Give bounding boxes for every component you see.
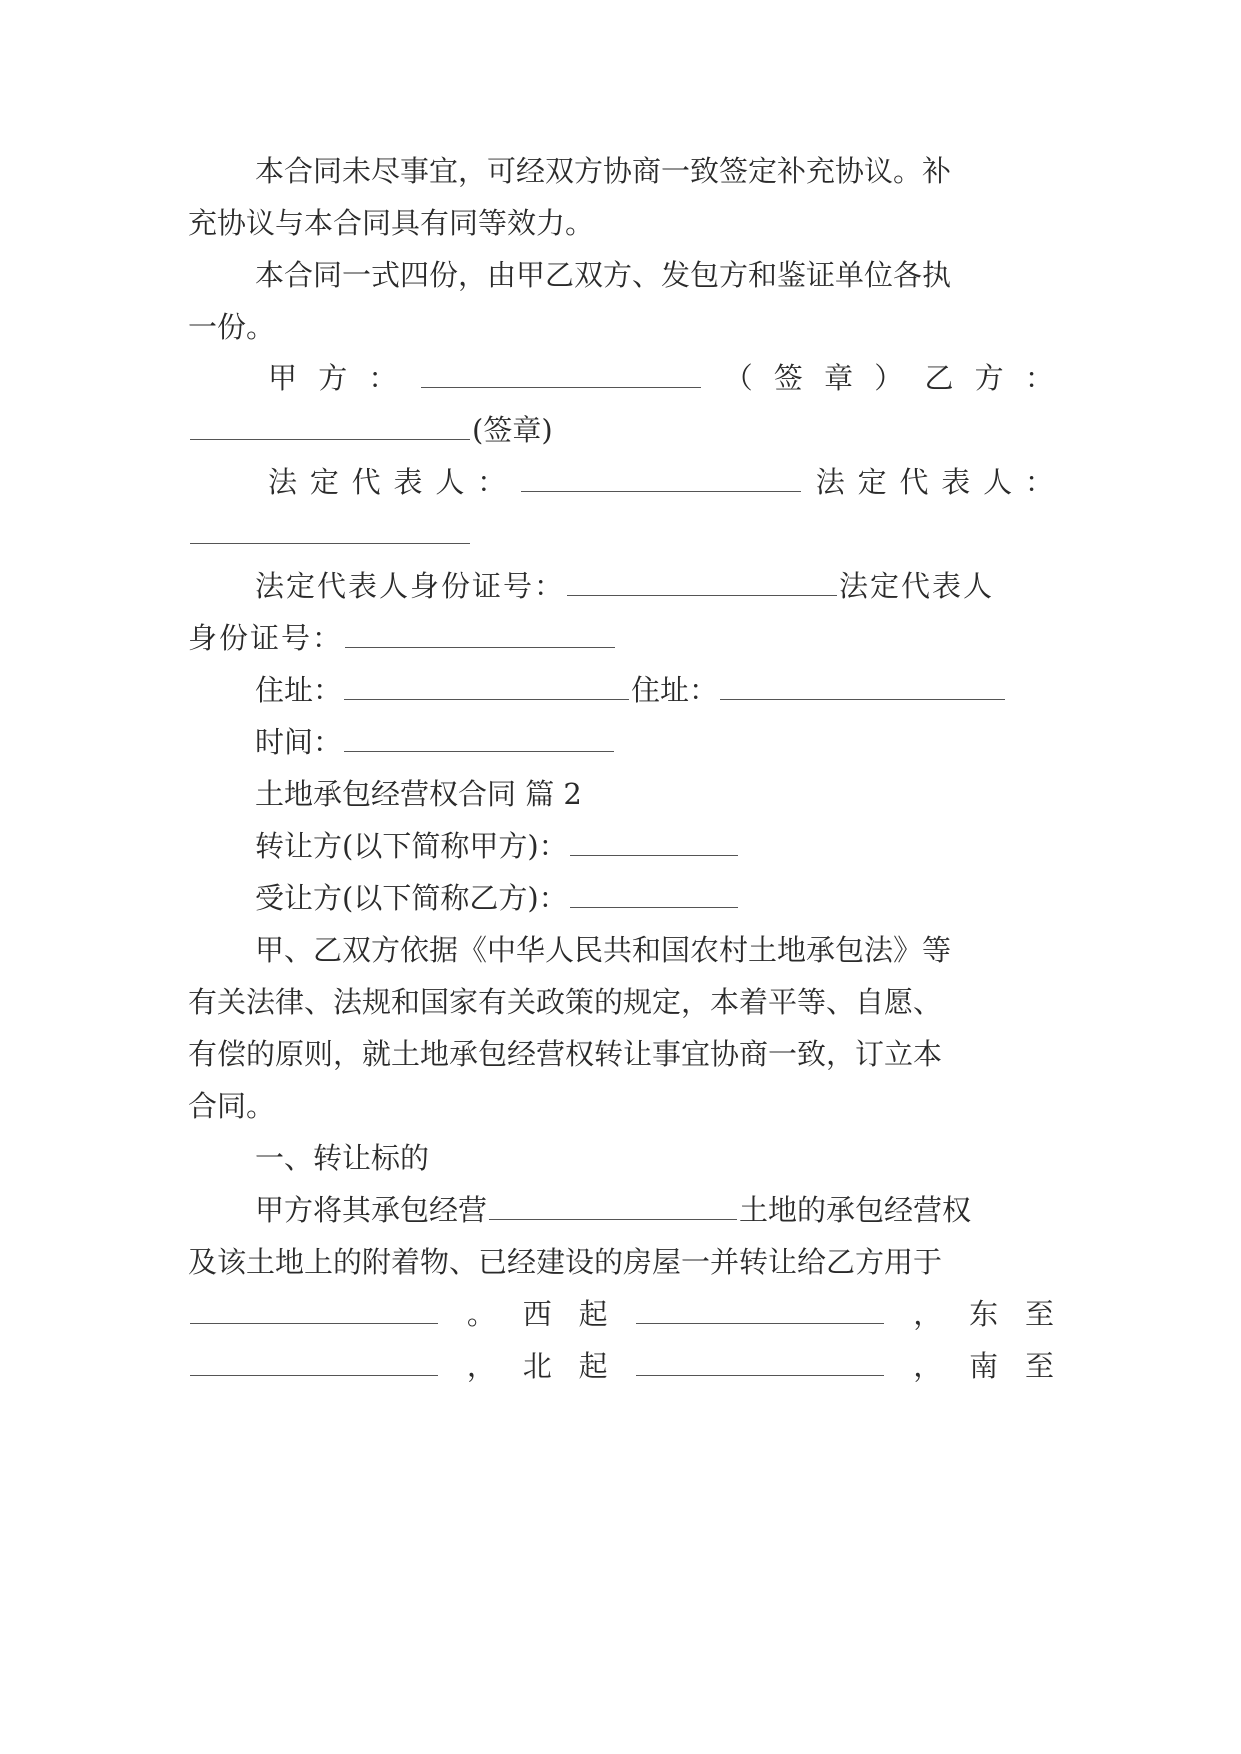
east-boundary-blank — [190, 1369, 438, 1376]
address-b-blank — [720, 693, 1005, 700]
clause1-line2: 及该土地上的附着物、已经建设的房屋一并转让给乙方用于 — [188, 1245, 943, 1279]
clause1-line4: ， 北 起 ， 南 至 — [188, 1346, 1054, 1386]
time-blank — [344, 745, 614, 752]
north-boundary-blank — [636, 1369, 884, 1376]
clause1-line1: 甲方将其承包经营 土地的承包经营权 — [255, 1193, 972, 1227]
transferor-line: 转让方(以下简称甲方)： — [255, 826, 1054, 866]
signature-line-parties: 甲 方 ： （ 签 章 ） 乙 方 ： — [268, 361, 1054, 395]
land-location-blank — [489, 1213, 737, 1220]
legal-representative-line: 法 定 代 表 人 ： 法 定 代 表 人 ： — [268, 465, 1054, 499]
transferee-blank — [570, 901, 738, 908]
address-line: 住址： 住址： — [255, 670, 1054, 710]
preamble-line3: 有偿的原则，就土地承包经营权转让事宜协商一致，订立本 — [188, 1037, 943, 1071]
transferee-line: 受让方(以下简称乙方)： — [255, 878, 1054, 918]
legal-rep-b-blank — [190, 537, 470, 544]
address-a-blank — [344, 693, 629, 700]
party-b-blank — [190, 433, 470, 440]
legal-rep-a-blank — [521, 485, 801, 492]
usage-blank — [190, 1317, 438, 1324]
party-a-blank — [421, 381, 701, 388]
section-title: 土地承包经营权合同 篇 2 — [255, 777, 582, 811]
id-number-b-blank — [345, 641, 615, 648]
id-number-a-blank — [567, 589, 837, 596]
clause1-line3: 。 西 起 ， 东 至 — [188, 1294, 1054, 1334]
time-line: 时间： — [255, 722, 1054, 762]
legal-rep-b-blank-line — [188, 514, 1054, 554]
paragraph-copies-line2: 一份。 — [188, 310, 276, 344]
preamble-line4: 合同。 — [188, 1089, 276, 1123]
paragraph-supplement-line1: 本合同未尽事宜，可经双方协商一致签定补充协议。补 — [255, 154, 952, 188]
id-number-line: 法定代表人身份证号： 法定代表人 — [255, 569, 995, 603]
paragraph-copies-line1: 本合同一式四份，由甲乙双方、发包方和鉴证单位各执 — [255, 258, 952, 292]
preamble-line2: 有关法律、法规和国家有关政策的规定，本着平等、自愿、 — [188, 985, 943, 1019]
preamble-line1: 甲、乙双方依据《中华人民共和国农村土地承包法》等 — [255, 933, 952, 967]
clause1-title: 一、转让标的 — [255, 1141, 430, 1175]
transferor-blank — [570, 849, 738, 856]
party-b-seal-line: (签章) — [188, 410, 1054, 450]
id-number-b-line: 身份证号： — [188, 618, 1054, 658]
paragraph-supplement-line2: 充协议与本合同具有同等效力。 — [188, 206, 595, 240]
west-boundary-blank — [636, 1317, 884, 1324]
